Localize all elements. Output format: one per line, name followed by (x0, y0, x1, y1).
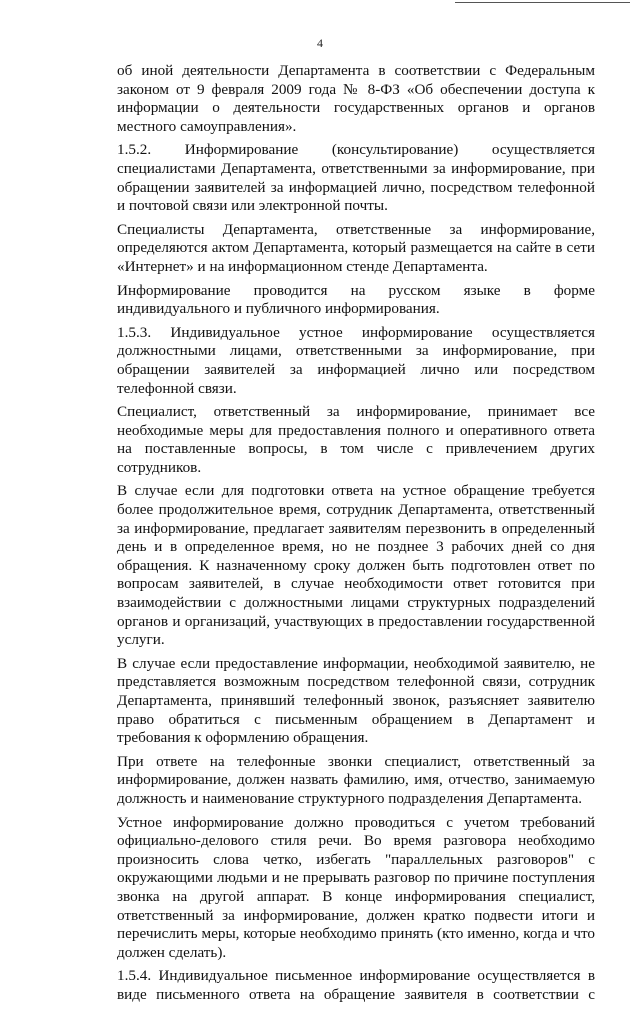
page-number: 4 (317, 36, 323, 50)
top-rule-line (455, 2, 630, 3)
paragraph-1-5-3: 1.5.3. Индивидуальное устное информирование осуществляется должностными лицами, ответственными за информирование, при обращении заявителей за информацией лично или посредством телефонной связи. (117, 323, 595, 397)
paragraph-1-5-2: 1.5.2. Информирование (консультирование) осуществляется специалистами Департамента, ответственными за информирование, при обращении заявителей за информацией лично, посредством телефонной и почтовой связи или электронной почты. (117, 141, 595, 215)
paragraph-1-5-4: 1.5.4. Индивидуальное письменное информирование осуществляется в виде письменного ответа на обращение заявителя в соответствии с (117, 967, 595, 1003)
paragraph-specialists: Специалисты Департамента, ответственные за информирование, определяются актом Департамента, который размещается на сайте в сети «Интернет» и на информационном стенде Департамента. (117, 220, 595, 275)
paragraph-extended-time: В случае если для подготовки ответа на устное обращение требуется более продолжительное время, сотрудник Департамента, ответственный за информирование, предлагает заявителям перезвонить в определенный день и в определенное время, но не позднее 3 рабочих дней со дня обращения. К назначенному сроку должен быть подготовлен ответ по вопросам заявителей, в случае необходимости ответ готовится при взаимодействии с должностными лицами структурных подразделений органов и организаций, участвующих в предоставлении государственной услуги. (117, 482, 595, 649)
paragraph-specialist-measures: Специалист, ответственный за информирование, принимает все необходимые меры для предоставления полного и оперативного ответа на поставленные вопросы, в том числе с привлечением других сотрудников. (117, 403, 595, 476)
paragraph-continuation: об иной деятельности Департамента в соответствии с Федеральным законом от 9 февраля 2009 года № 8-ФЗ «Об обеспечении доступа к информации о деятельности государственных органов и органов местного самоуправления». (117, 62, 595, 135)
paragraph-oral-style: Устное информирование должно проводиться с учетом требований официально-делового стиля речи. Во время разговора необходимо произносить слова четко, избегать "параллельных разговоров" с окружающими людьми и не прерывать разговор по причине поступления звонка на другой аппарат. В конце информирования специалист, ответственный за информирование, должен кратко подвести итоги и перечислить меры, которые необходимо принять (кто именно, когда и что должен сделать). (117, 813, 595, 961)
document-body (117, 62, 595, 1010)
paragraph-language: Информирование проводится на русском языке в форме индивидуального и публичного информирования. (117, 281, 595, 318)
paragraph-phone-impossible: В случае если предоставление информации, необходимой заявителю, не представляется возможным посредством телефонной связи, сотрудник Департамента, принявший телефонный звонок, разъясняет заявителю право обратиться с письменным обращением в Департамент и требования к оформлению обращения. (117, 654, 595, 747)
paragraph-phone-answer: При ответе на телефонные звонки специалист, ответственный за информирование, должен назвать фамилию, имя, отчество, занимаемую должность и наименование структурного подразделения Департамента. (117, 752, 595, 807)
